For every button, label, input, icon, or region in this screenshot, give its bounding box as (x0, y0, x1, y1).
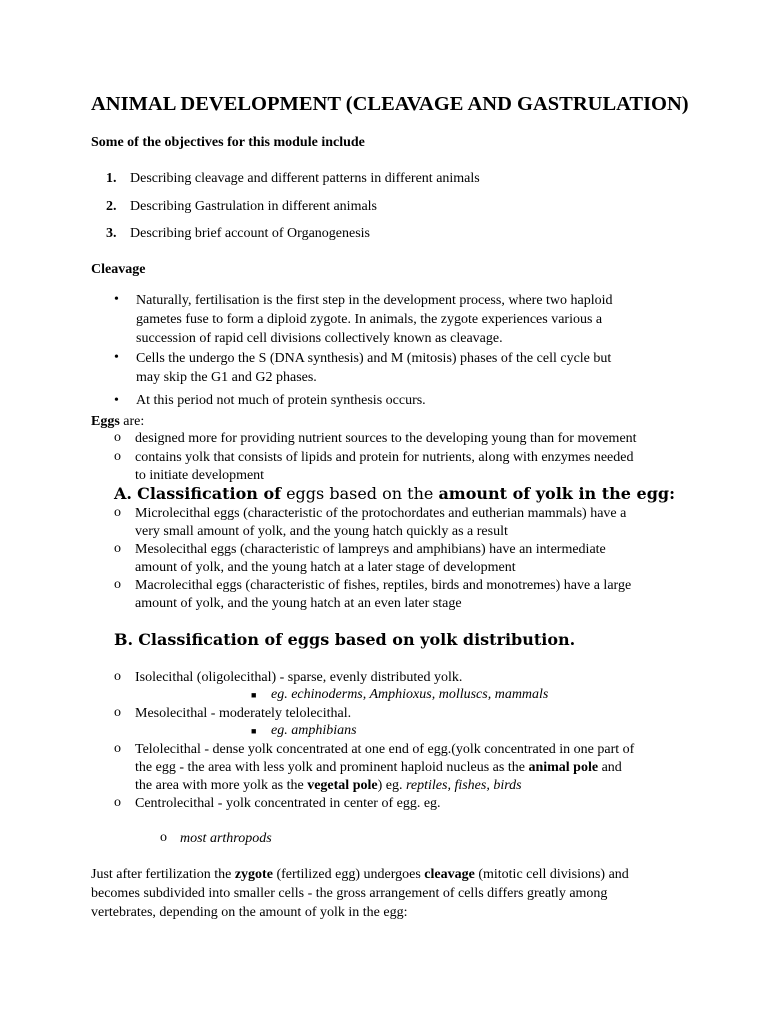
text-line: vertebrates, depending on the amount of yolk in the egg: (91, 905, 408, 920)
text-line: Macrolecithal eggs (characteristic of fishes, reptiles, birds and monotremes) have a large (135, 578, 632, 593)
square-bullet-icon: ■ (251, 726, 257, 736)
circle-bullet-icon: o (114, 449, 121, 464)
text-line: contains yolk that consists of lipids and protein for nutrients, along with enzymes needed (135, 450, 634, 465)
cleavage-term: cleavage (424, 867, 475, 882)
class-b-letter: B. (114, 630, 134, 649)
final-paragraph (91, 865, 681, 922)
text-line: may skip the G1 and G2 phases. (136, 370, 317, 385)
circle-bullet-icon: o (114, 505, 121, 520)
text-line: Mesolecithal eggs (characteristic of lampreys and amphibians) have an intermediate (135, 542, 606, 557)
page-title: ANIMAL DEVELOPMENT (CLEAVAGE AND GASTRULATION) (91, 93, 689, 115)
text-line: Naturally, fertilisation is the first step in the development process, where two haploid (136, 293, 613, 308)
objective-number: 2. (106, 199, 117, 214)
objective-number: 1. (106, 171, 117, 186)
circle-bullet-icon: o (114, 577, 121, 592)
class-a-letter: A. (114, 484, 132, 503)
zygote-term: zygote (234, 867, 273, 882)
mesolecithal-text: Mesolecithal - moderately telolecithal. (135, 706, 352, 721)
circle-bullet-icon: o (114, 669, 121, 684)
text-line: Telolecithal - dense yolk concentrated at one end of egg.(yolk concentrated in one part of (135, 742, 635, 757)
bullet-dot-icon: • (114, 393, 119, 408)
circle-bullet-icon: o (114, 741, 121, 756)
classification-b-heading (114, 630, 575, 649)
circle-bullet-icon: o (160, 830, 167, 845)
class-a-item-text (135, 541, 685, 577)
objective-text: Describing cleavage and different patterns in different animals (130, 171, 480, 186)
animal-pole-term: animal pole (528, 760, 599, 775)
text-line: the egg - the area with less yolk and prominent haploid nucleus as the animal pole and (135, 760, 622, 775)
classification-a-heading (114, 484, 675, 503)
objective-text: Describing brief account of Organogenesis (130, 226, 370, 241)
objective-text: Describing Gastrulation in different animals (130, 199, 378, 214)
eggs-item-text (135, 430, 685, 448)
text-line: amount of yolk, and the young hatch at an even later stage (135, 596, 462, 611)
class-a-part2: eggs based on the (281, 484, 439, 503)
bullet-dot-icon: • (114, 350, 119, 365)
isolecithal-text: Isolecithal (oligolecithal) - sparse, evenly distributed yolk. (135, 670, 463, 685)
text-line: At this period not much of protein synthesis occurs. (136, 393, 426, 408)
class-a-item-text (135, 577, 685, 613)
eggs-label: Eggs (91, 414, 120, 429)
isolecithal-example: eg. echinoderms, Amphioxus, molluscs, mammals (271, 687, 549, 702)
text-line: Cells the undergo the S (DNA synthesis) and M (mitosis) phases of the cell cycle but (136, 351, 612, 366)
text-line: designed more for providing nutrient sources to the developing young than for movement (135, 431, 637, 446)
class-a-item-text (135, 505, 685, 541)
objective-number: 3. (106, 226, 117, 241)
text-line: Just after fertilization the zygote (fertilized egg) undergoes cleavage (mitotic cell divisions) and (91, 867, 629, 882)
class-a-part1: Classification of (137, 484, 281, 503)
circle-bullet-icon: o (114, 705, 121, 720)
arthropods-example: most arthropods (180, 831, 272, 846)
eggs-intro (91, 412, 681, 431)
telolecithal-text (135, 741, 685, 795)
cleavage-bullet-text (136, 291, 696, 348)
class-a-part3: amount of yolk in the egg: (438, 484, 675, 503)
bullet-dot-icon: • (114, 292, 119, 307)
cleavage-heading: Cleavage (91, 262, 146, 277)
cleavage-bullet-text (136, 349, 696, 387)
circle-bullet-icon: o (114, 430, 121, 445)
cleavage-bullet-text (136, 391, 696, 410)
circle-bullet-icon: o (114, 541, 121, 556)
text-line: the area with more yolk as the vegetal pole) eg. reptiles, fishes, birds (135, 778, 522, 793)
centrolecithal-text: Centrolecithal - yolk concentrated in center of egg. eg. (135, 796, 441, 811)
telolecithal-example: reptiles, fishes, birds (405, 778, 522, 793)
text-line: becomes subdivided into smaller cells - the gross arrangement of cells differs greatly among (91, 886, 608, 901)
vegetal-pole-term: vegetal pole (307, 778, 378, 793)
objectives-heading: Some of the objectives for this module include (91, 135, 365, 150)
text-line: succession of rapid cell divisions collectively known as cleavage. (136, 331, 503, 346)
square-bullet-icon: ■ (251, 690, 257, 700)
text-line: very small amount of yolk, and the young hatch quickly as a result (135, 524, 508, 539)
eggs-item-text (135, 449, 685, 485)
class-b-text: Classification of eggs based on yolk distribution. (138, 630, 576, 649)
text-line: amount of yolk, and the young hatch at a later stage of development (135, 560, 516, 575)
eggs-suffix: are: (119, 414, 145, 429)
circle-bullet-icon: o (114, 795, 121, 810)
text-line: Microlecithal eggs (characteristic of the protochordates and eutherian mammals) have a (135, 506, 627, 521)
text-line: to initiate development (135, 468, 265, 483)
text-line: gametes fuse to form a diploid zygote. In animals, the zygote experiences various a (136, 312, 603, 327)
mesolecithal-example: eg. amphibians (271, 723, 357, 738)
